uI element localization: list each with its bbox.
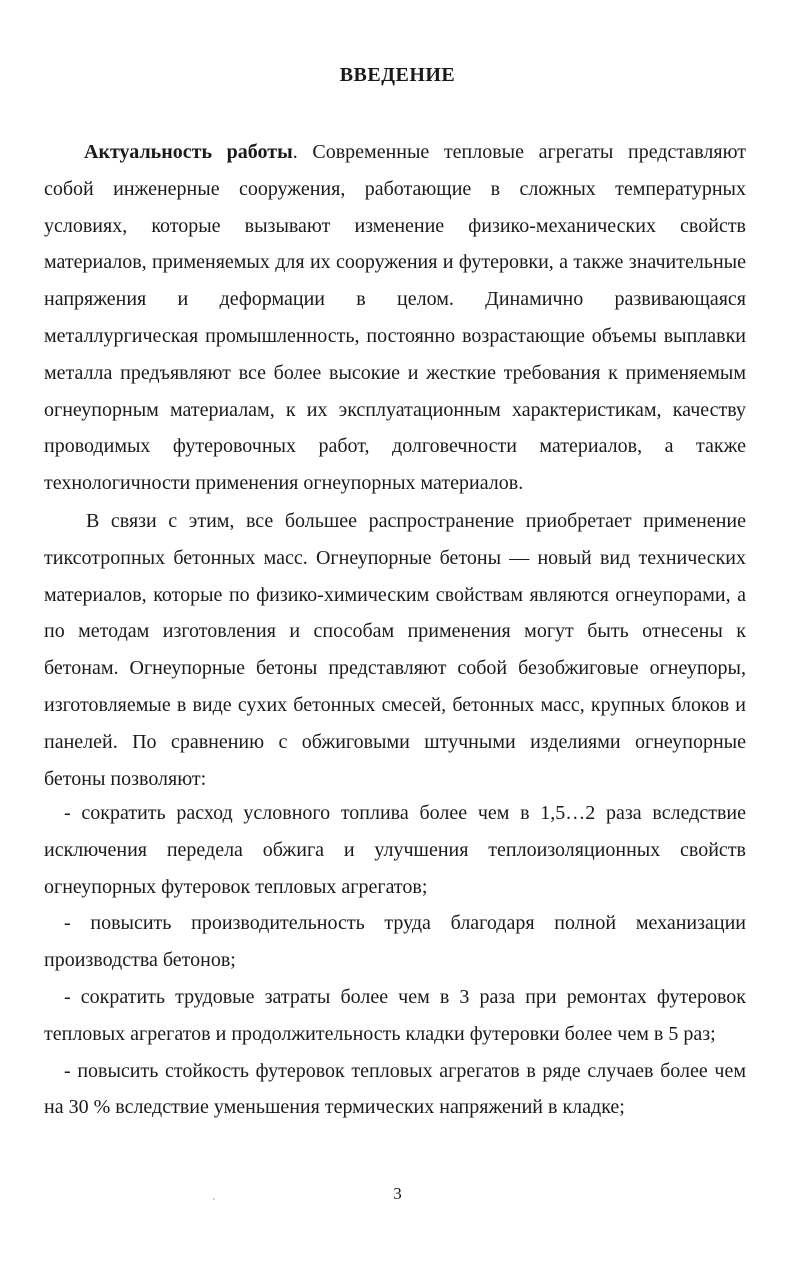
section-heading: ВВЕДЕНИЕ [339,64,456,86]
list-item: - сократить трудовые затраты более чем в 3 раза при ремонтах футеровок тепловых агрегатов и продолжительность кладки футеровки более чем в 5 раз; [44,985,746,1045]
list-item: - сократить расход условного топлива более чем в 1,5…2 раза вследствие исключения передела обжига и улучшения теплоизоляционных свойств огнеупорных футеровок тепловых агрегатов; [44,802,746,898]
list-item: - повысить производительность труда благодаря полной механизации производства бетонов; [44,912,746,972]
benefits-list [44,795,746,1126]
page-number: 3 [393,1184,402,1203]
intro-paragraph [44,134,746,502]
concrete-paragraph [44,503,746,797]
intro-body: . Современные тепловые агрегаты представляют собой инженерные сооружения, работающие в сложных температурных условиях, которые вызывают изменение физико-механических свойств материалов, применяемых для их сооружения и футеровки, а также значительные напряжения и деформации в целом. Динамично развивающаяся металлургическая промышленность, постоянно возрастающие объемы выплавки металла предъявляют все более высокие и жесткие требования к применяемым огнеупорным материалам, к их эксплуатационным характеристикам, качеству проводимых футеровочных работ, долговечности материалов, а также технологичности применения огнеупорных материалов. [44,141,746,495]
concrete-text: В связи с этим, все большее распространение приобретает применение тиксотропных бетонных масс. Огнеупорные бетоны — новый вид технических материалов, которые по физико-химическим свойствам являются огнеупорами, а по методам изготовления и способам применения могут быть отнесены к бетонам. Огнеупорные бетоны представляют собой безобжиговые огнеупоры, изготовляемые в виде сухих бетонных смесей, бетонных масс, крупных блоков и панелей. По сравнению с обжиговыми штучными изделиями огнеупорные бетоны позволяют: [44,510,746,790]
list-item: - повысить стойкость футеровок тепловых агрегатов в ряде случаев более чем на 30 % вследствие уменьшения термических напряжений в кладке; [44,1059,746,1119]
intro-text [44,134,746,502]
intro-lead: Актуальность работы [84,141,293,163]
